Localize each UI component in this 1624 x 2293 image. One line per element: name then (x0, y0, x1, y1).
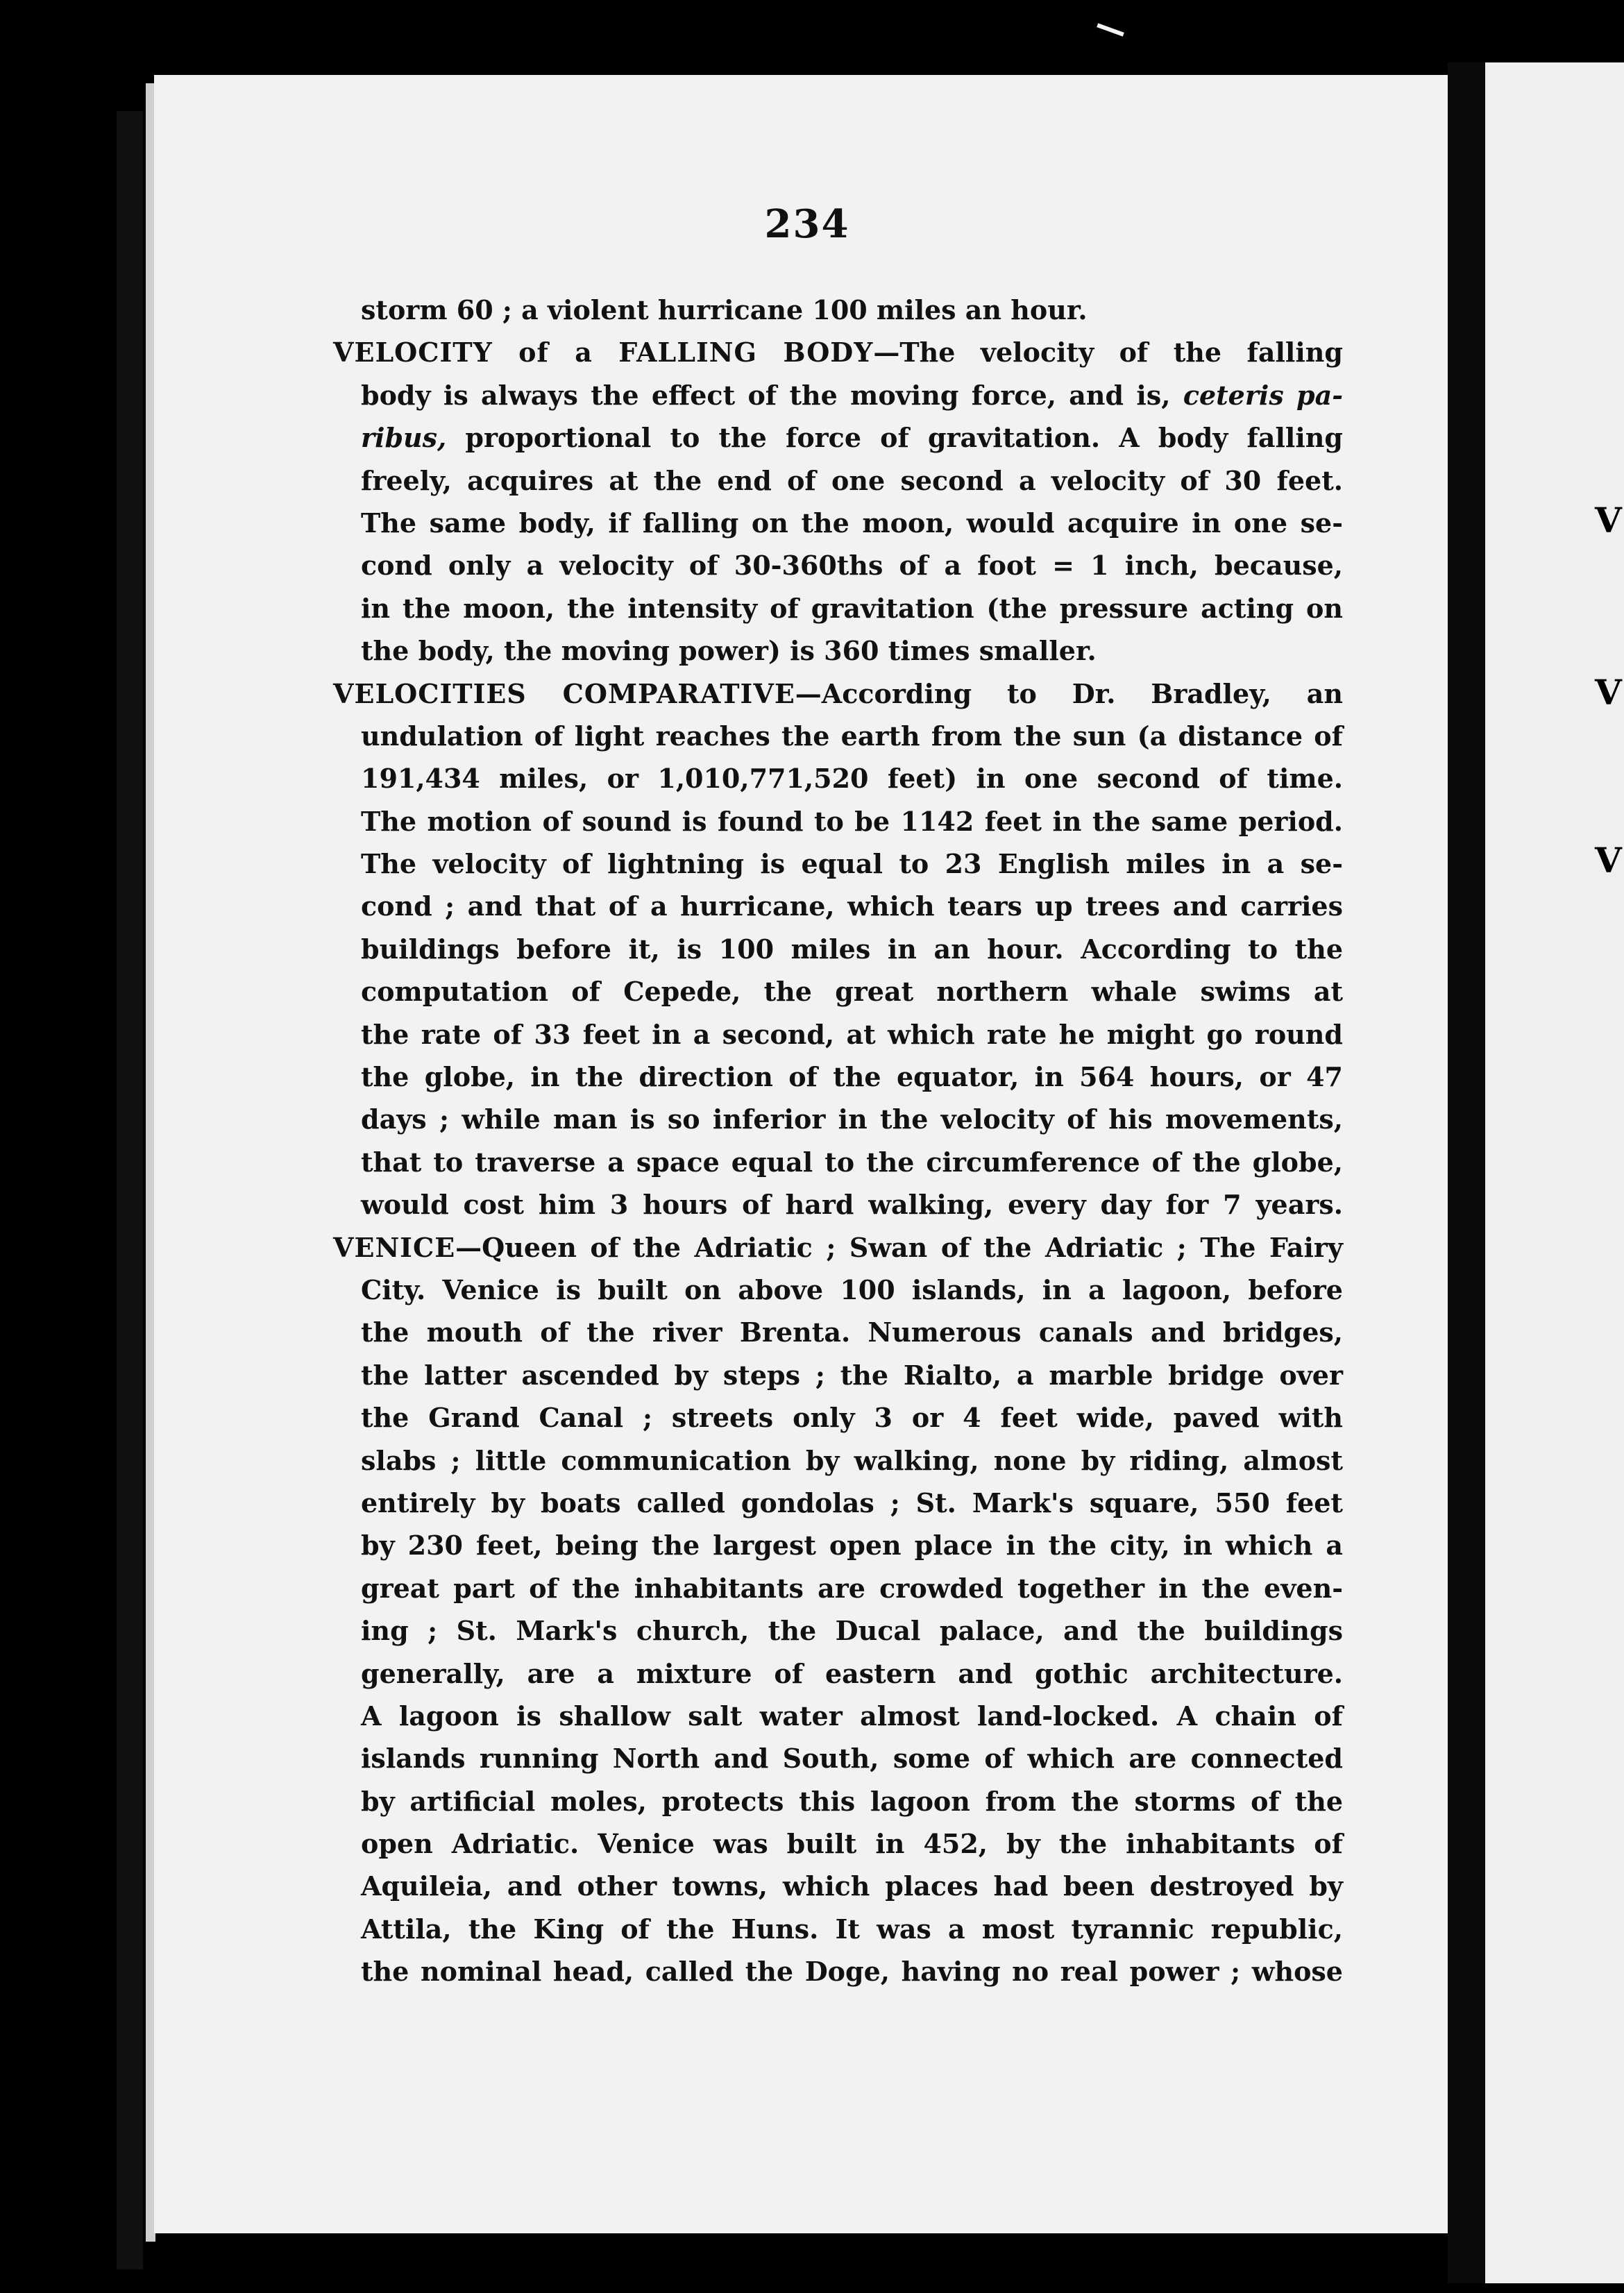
entry-line (333, 331, 1343, 373)
page-number: 234 (764, 201, 850, 247)
text-line (361, 1695, 1343, 1737)
text-line (361, 289, 1343, 331)
line-text: cond ; and that of a hurricane, which tears up trees and carries (361, 890, 1343, 922)
line-text: —The velocity of the falling (873, 337, 1343, 369)
line-text: the mouth of the river Brenta. Numerous canals and bridges, (361, 1317, 1343, 1348)
line-text: The velocity of lightning is equal to 23 English miles in a se- (361, 848, 1343, 880)
text-line (361, 1524, 1343, 1566)
line-text: would cost him 3 hours of hard walking, every day for 7 years. (361, 1189, 1343, 1221)
line-text: buildings before it, is 100 miles in an hour. According to the (361, 933, 1343, 965)
line-text: Attila, the King of the Huns. It was a most tyrannic republic, (361, 1913, 1343, 1945)
text-line (361, 587, 1343, 629)
line-text: Aquileia, and other towns, which places had been destroyed by (361, 1870, 1343, 1902)
text-line (361, 374, 1343, 416)
text-line (361, 1311, 1343, 1353)
line-text: the body, the moving power) is 360 times smaller. (361, 635, 1097, 667)
line-text: generally, are a mixture of eastern and gothic architecture. (361, 1657, 1343, 1689)
text-line (361, 1141, 1343, 1183)
line-text: computation of Cepede, the great northern whale swims at (361, 976, 1343, 1008)
line-text: the Grand Canal ; streets only 3 or 4 feet wide, paved with (361, 1402, 1343, 1434)
text-line (361, 1737, 1343, 1779)
text-line (361, 502, 1343, 544)
text-line (361, 800, 1343, 843)
entry-heading: VENICE (333, 1231, 456, 1263)
line-text: undulation of light reaches the earth from the sun (a distance of (361, 720, 1343, 752)
facing-page-marker: V (1595, 500, 1622, 541)
line-text: by 230 feet, being the largest open place in the city, in which a (361, 1530, 1343, 1562)
text-line (361, 715, 1343, 757)
entry-heading: VELOCITIES COMPARATIVE (333, 677, 795, 709)
line-text: in the moon, the intensity of gravitation (the pressure acting on (361, 592, 1343, 624)
line-text: proportional to the force of gravitation. A body falling (446, 422, 1343, 454)
line-text: slabs ; little communication by walking, none by riding, almost (361, 1444, 1343, 1476)
text-line (361, 970, 1343, 1013)
line-text: —According to Dr. Bradley, an (795, 677, 1343, 709)
text-line (361, 1822, 1343, 1865)
text-line (361, 1354, 1343, 1396)
text-line (361, 1482, 1343, 1524)
line-text: body is always the effect of the moving force, and is, (361, 379, 1183, 411)
text-line (361, 1780, 1343, 1822)
text-line (361, 1183, 1343, 1226)
text-line (361, 928, 1343, 970)
book-gutter (1448, 62, 1485, 2283)
facing-page (1485, 62, 1624, 2283)
text-line (361, 1439, 1343, 1482)
text-line (361, 1865, 1343, 1907)
text-line (361, 885, 1343, 927)
text-line (361, 1652, 1343, 1695)
text-line (361, 843, 1343, 885)
line-text: 191,434 miles, or 1,010,771,520 feet) in one second of time. (361, 763, 1343, 795)
line-text: open Adriatic. Venice was built in 452, by the inhabitants of (361, 1828, 1343, 1860)
line-text: freely, acquires at the end of one second a velocity of 30 feet. (361, 464, 1343, 496)
italic-text: ribus, (361, 422, 447, 454)
text-line (361, 1567, 1343, 1609)
line-text: storm 60 ; a violent hurricane 100 miles an hour. (361, 294, 1088, 325)
line-text: islands running North and South, some of which are connected (361, 1743, 1343, 1775)
line-text: by artificial moles, protects this lagoon from the storms of the (361, 1785, 1343, 1817)
facing-page-marker: V (1595, 840, 1622, 881)
line-text: that to traverse a space equal to the circumference of the globe, (361, 1146, 1343, 1178)
text-line (361, 1098, 1343, 1140)
italic-text: ceteris pa- (1183, 379, 1343, 411)
text-line (361, 1269, 1343, 1311)
line-text: great part of the inhabitants are crowded together in the even- (361, 1572, 1343, 1604)
facing-page-marker: V (1595, 672, 1622, 713)
text-line (361, 757, 1343, 799)
line-text: the rate of 33 feet in a second, at which rate he might go round (361, 1018, 1343, 1050)
entry-line (333, 1226, 1343, 1269)
book-edge-left (117, 111, 143, 2269)
line-text: cond only a velocity of 30-360ths of a foot = 1 inch, because, (361, 550, 1343, 582)
text-line (361, 629, 1343, 672)
line-text: The motion of sound is found to be 1142 feet in the same period. (361, 805, 1343, 837)
text-line (361, 1396, 1343, 1439)
line-text: the latter ascended by steps ; the Rialto, a marble bridge over (361, 1359, 1343, 1391)
line-text: the nominal head, called the Doge, having no real power ; whose (361, 1956, 1343, 1988)
text-line (361, 1013, 1343, 1056)
line-text: A lagoon is shallow salt water almost land-locked. A chain of (361, 1700, 1343, 1732)
entry-heading: VELOCITY of a FALLING BODY (333, 337, 874, 369)
line-text: ing ; St. Mark's church, the Ducal palace, and the buildings (361, 1615, 1343, 1647)
line-text: entirely by boats called gondolas ; St. Mark's square, 550 feet (361, 1487, 1343, 1518)
line-text: —Queen of the Adriatic ; Swan of the Adriatic ; The Fairy (455, 1231, 1343, 1263)
entry-line (333, 672, 1343, 715)
text-line (361, 1950, 1343, 1992)
line-text: The same body, if falling on the moon, would acquire in one se- (361, 507, 1343, 539)
text-line (361, 544, 1343, 586)
text-line (361, 459, 1343, 502)
text-line (361, 1609, 1343, 1652)
text-line (361, 416, 1343, 459)
body-text (333, 289, 1343, 1993)
text-line (361, 1056, 1343, 1098)
text-line (361, 1908, 1343, 1950)
line-text: the globe, in the direction of the equator, in 564 hours, or 47 (361, 1061, 1343, 1093)
line-text: days ; while man is so inferior in the velocity of his movements, (361, 1103, 1343, 1135)
line-text: City. Venice is built on above 100 islands, in a lagoon, before (361, 1274, 1343, 1305)
